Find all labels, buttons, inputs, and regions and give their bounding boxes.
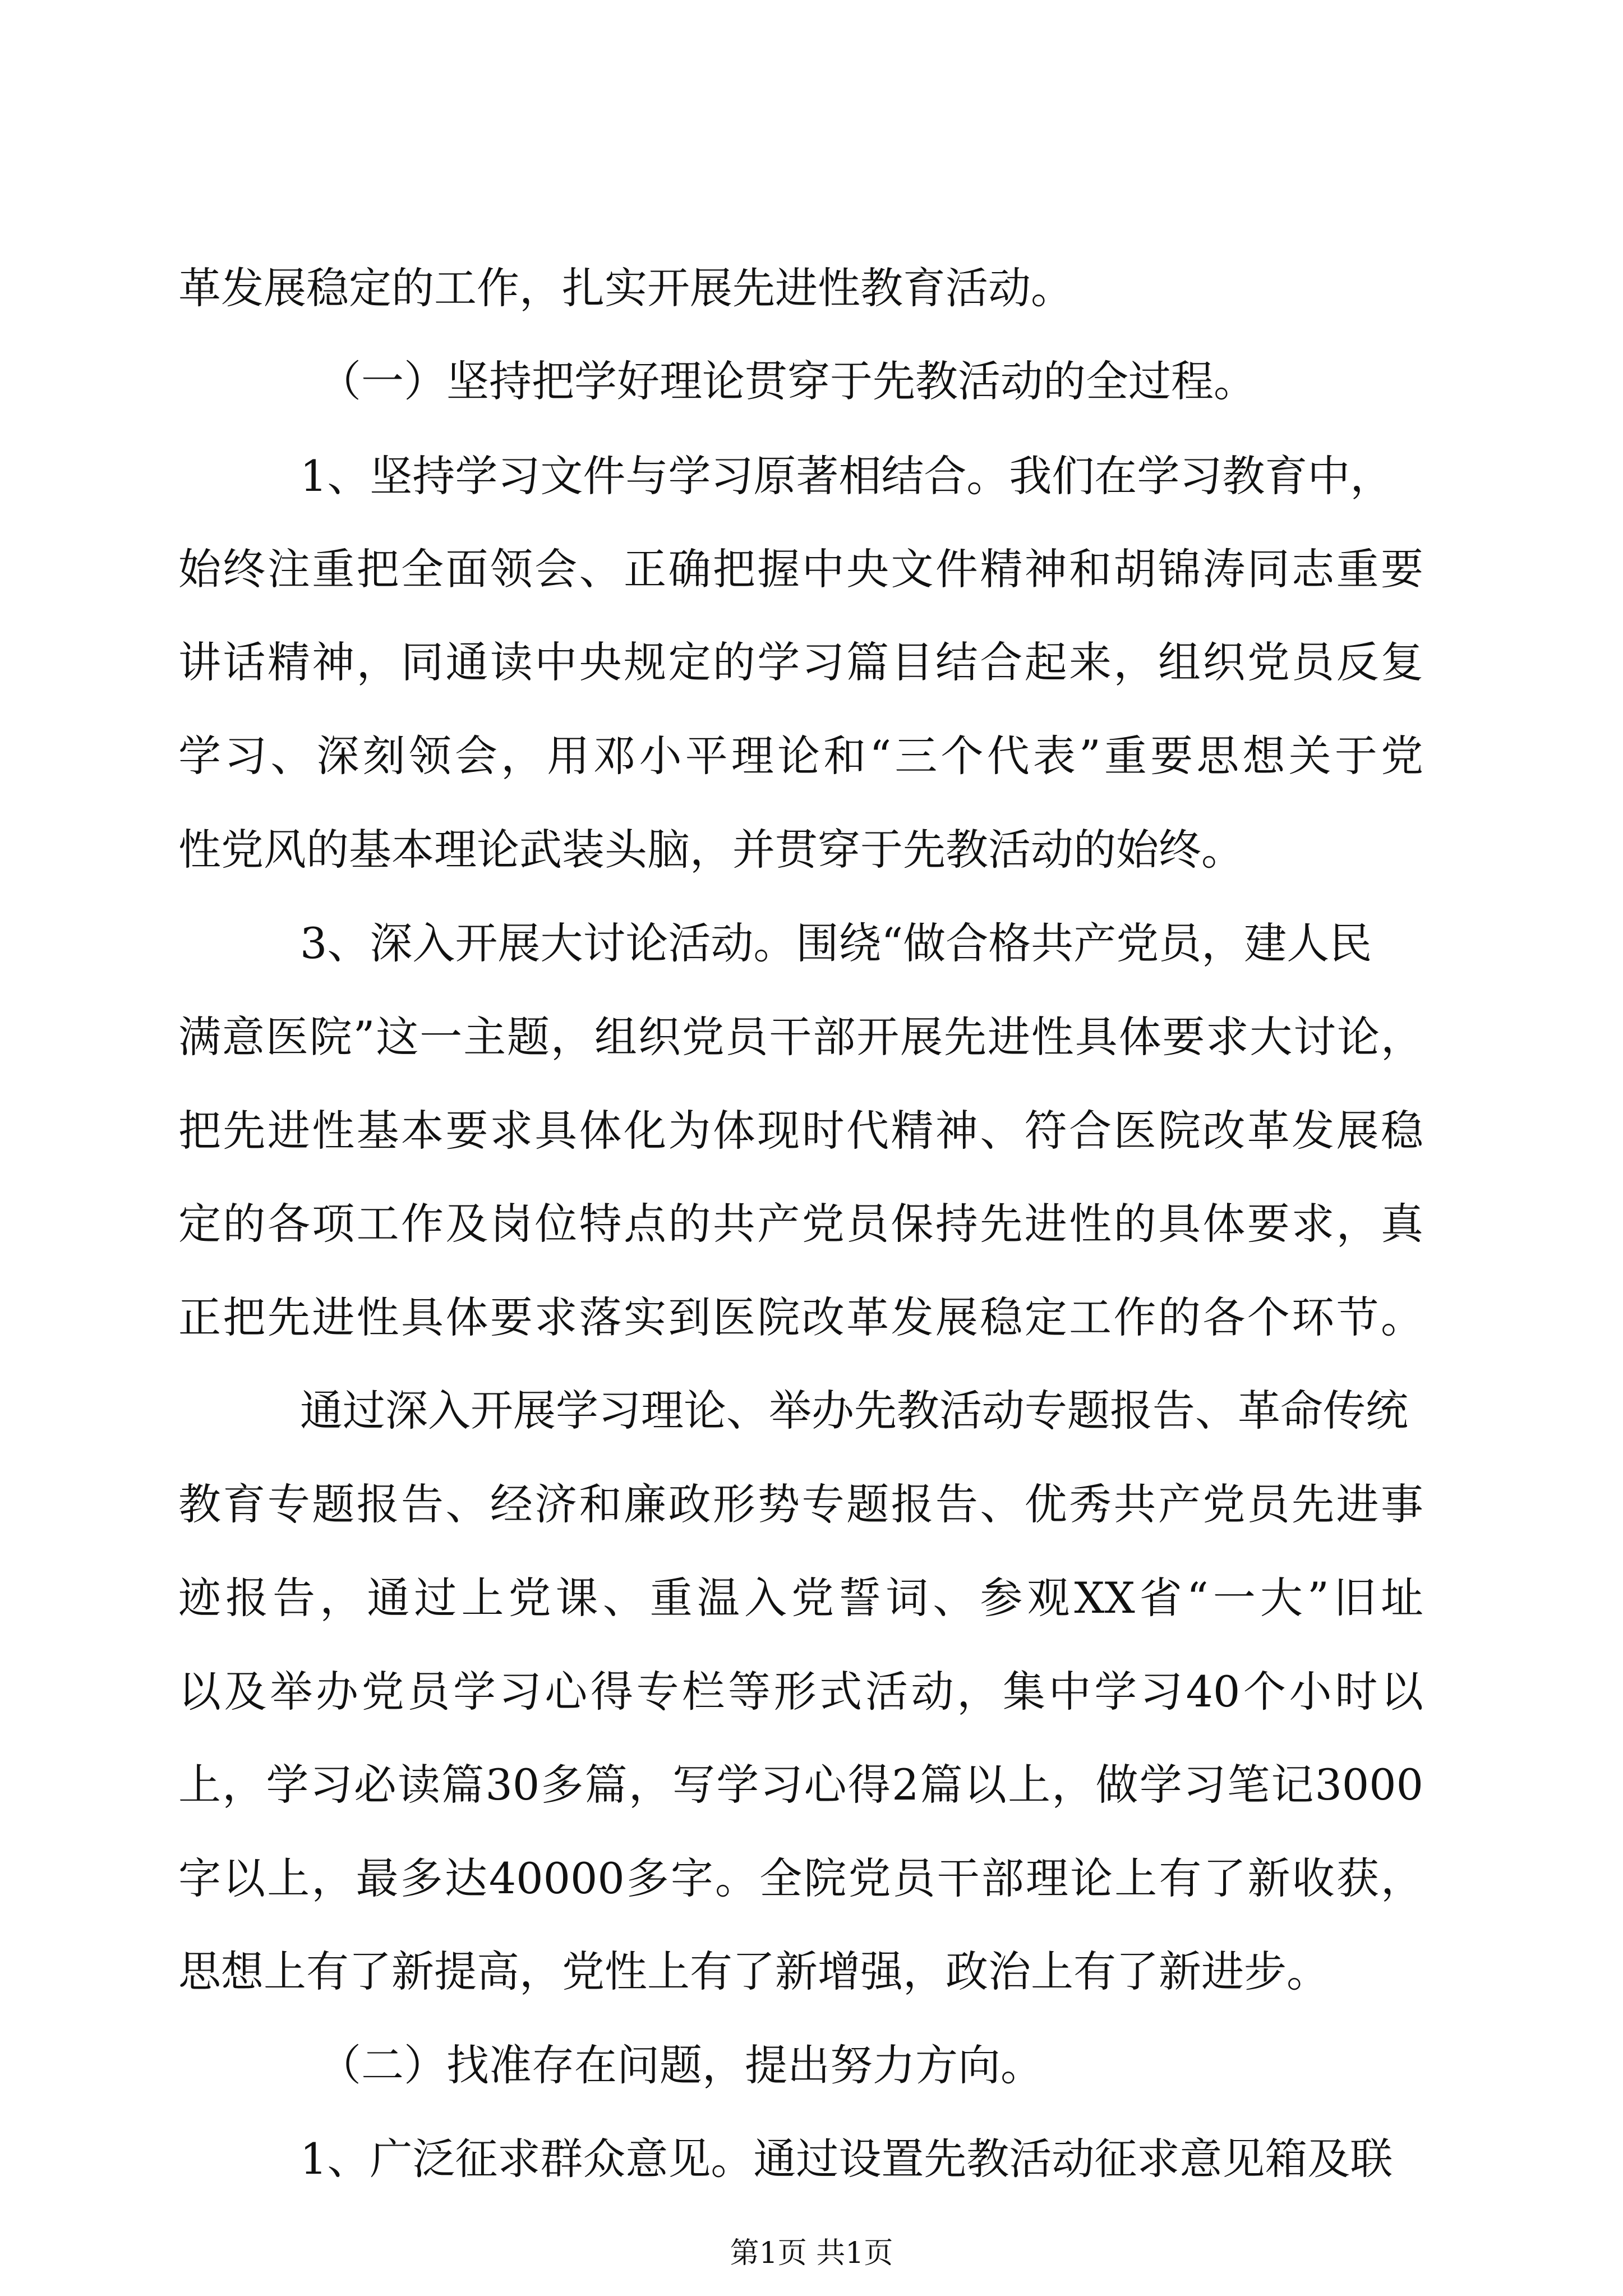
text-line: 满意医院”这一主题，组织党员干部开展先进性具体要求大讨论， <box>178 1012 1423 1062</box>
text-line: 性党风的基本理论武装头脑，并贯穿于先教活动的始终。 <box>178 825 1244 875</box>
text-line: 讲话精神，同通读中央规定的学习篇目结合起来，组织党员反复 <box>178 637 1423 687</box>
text-line: 1、坚持学习文件与学习原著相结合。我们在学习教育中， <box>300 451 1393 501</box>
text-line: 1、广泛征求群众意见。通过设置先教活动征求意见箱及联 <box>300 2134 1393 2184</box>
text-line: 上，学习必读篇30多篇，写学习心得2篇以上，做学习笔记3000 <box>178 1760 1423 1810</box>
section-heading: （一）坚持把学好理论贯穿于先教活动的全过程。 <box>319 356 1256 406</box>
page-footer: 第1页 共1页 <box>730 2237 893 2270</box>
text-line: 定的各项工作及岗位特点的共产党员保持先进性的具体要求，真 <box>178 1199 1423 1249</box>
section-heading: （二）找准存在问题，提出努力方向。 <box>319 2040 1043 2090</box>
text-line: 思想上有了新提高，党性上有了新增强，政治上有了新进步。 <box>178 1947 1329 1996</box>
text-line: 迹报告，通过上党课、重温入党誓词、参观XX省“一大”旧址 <box>178 1573 1423 1623</box>
text-line: 始终注重把全面领会、正确把握中央文件精神和胡锦涛同志重要 <box>178 544 1423 594</box>
text-line: 通过深入开展学习理论、举办先教活动专题报告、革命传统 <box>300 1386 1408 1435</box>
text-line: 以及举办党员学习心得专栏等形式活动，集中学习40个小时以 <box>178 1667 1423 1717</box>
text-line: 教育专题报告、经济和廉政形势专题报告、优秀共产党员先进事 <box>178 1479 1423 1529</box>
text-line: 革发展稳定的工作，扎实开展先进性教育活动。 <box>178 263 1073 313</box>
text-line: 把先进性基本要求具体化为体现时代精神、符合医院改革发展稳 <box>178 1106 1423 1156</box>
text-line: 字以上，最多达40000多字。全院党员干部理论上有了新收获， <box>178 1853 1423 1903</box>
text-line: 3、深入开展大讨论活动。围绕“做合格共产党员，建人民 <box>300 918 1372 968</box>
text-line: 正把先进性具体要求落实到医院改革发展稳定工作的各个环节。 <box>178 1292 1423 1342</box>
text-line: 学习、深刻领会，用邓小平理论和“三个代表”重要思想关于党 <box>178 731 1423 781</box>
